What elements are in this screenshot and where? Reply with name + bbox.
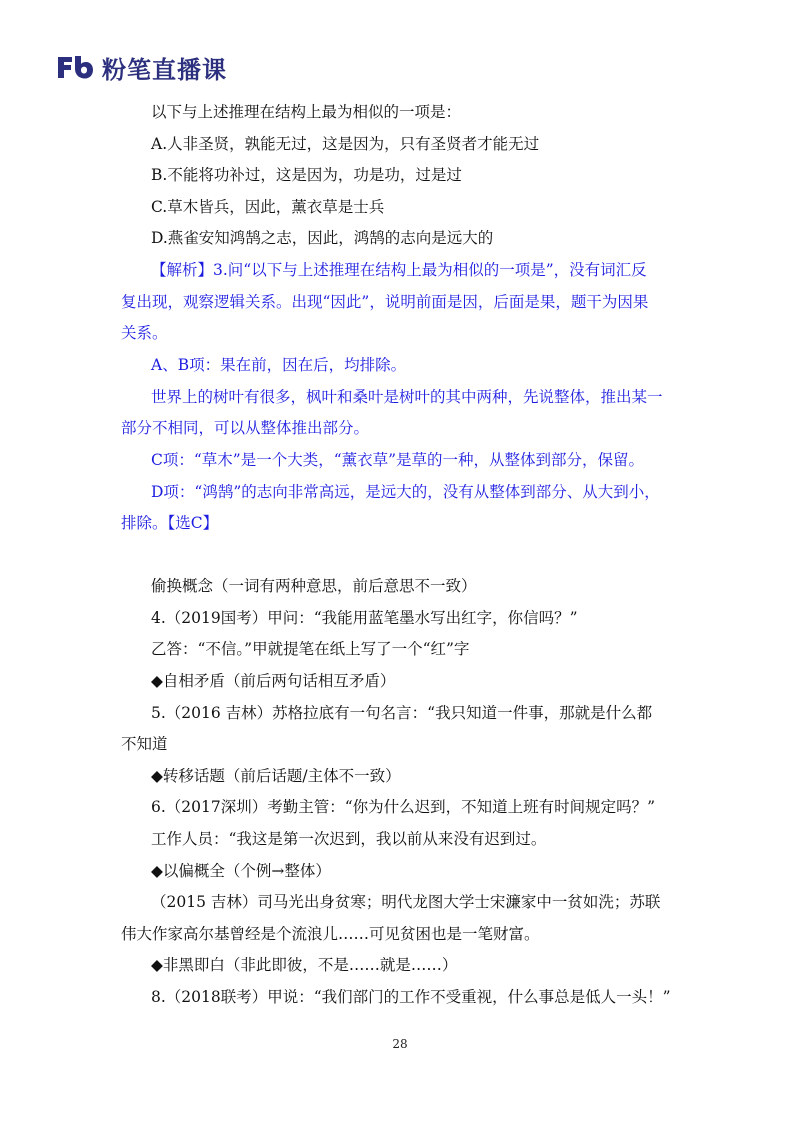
example-line: 乙答：“不信。”甲就提笔在纸上写了一个“红”字 [151,640,470,658]
section-heading: 偷换概念（一词有两种意思，前后意思不一致） [151,577,477,595]
analysis-line: 【解析】3.问“以下与上述推理在结构上最为相似的一项是”，没有词汇反 [151,261,647,279]
section-heading: ◆转移话题（前后话题/主体不一致） [151,767,401,785]
example-line: 5.（2016 吉林）苏格拉底有一句名言：“我只知道一件事，那就是什么都 [151,704,653,722]
analysis-line: A、B项：果在前，因在后，均排除。 [151,356,407,374]
example-line: 工作人员：“我这是第一次迟到，我以前从来没有迟到过。 [151,830,547,848]
section-heading: ◆非黑即白（非此即彼，不是……就是……） [151,956,458,974]
section-heading: ◆以偏概全（个例→整体） [151,862,331,880]
question-stem: 以下与上述推理在结构上最为相似的一项是： [151,103,462,121]
example-line: 8.（2018联考）甲说：“我们部门的工作不受重视，什么事总是低人一头！” [151,988,671,1006]
analysis-line: D项：“鸿鹄”的志向非常高远，是远大的，没有从整体到部分、从大到小， [151,483,660,501]
logo-text: 粉笔直播课 [102,55,227,84]
brand-logo [56,52,227,82]
fb-logo-icon [56,54,94,80]
example-line: （2015 吉林）司马光出身贫寒；明代龙图大学士宋濂家中一贫如洗；苏联 [151,893,661,911]
example-line: 4.（2019国考）甲问：“我能用蓝笔墨水写出红字，你信吗？” [151,609,578,627]
analysis-line: 关系。 [121,324,168,342]
section-heading: ◆自相矛盾（前后两句话相互矛盾） [151,672,396,690]
option-c: C.草木皆兵，因此，薰衣草是士兵 [151,198,385,216]
example-line: 6.（2017深圳）考勤主管：“你为什么迟到，不知道上班有时间规定吗？” [151,798,656,816]
analysis-line: 复出现，观察逻辑关系。出现“因此”，说明前面是因，后面是果，题干为因果 [121,293,649,311]
analysis-line: 世界上的树叶有很多，枫叶和桑叶是树叶的其中两种，先说整体，推出某一 [151,388,663,406]
page-number: 28 [392,1037,408,1051]
option-a: A.人非圣贤，孰能无过，这是因为，只有圣贤者才能无过 [151,135,540,153]
analysis-line: 部分不相同，可以从整体推出部分。 [121,419,370,437]
option-d: D.燕雀安知鸿鹄之志，因此，鸿鹄的志向是远大的 [151,229,494,247]
example-line: 伟大作家高尔基曾经是个流浪儿……可见贫困也是一笔财富。 [121,925,540,943]
analysis-answer: 排除。【选C】 [121,514,219,532]
analysis-line: C项：“草木”是一个大类，“薰衣草”是草的一种，从整体到部分，保留。 [151,451,645,469]
option-b: B.不能将功补过，这是因为，功是功，过是过 [151,166,462,184]
example-line: 不知道 [121,735,168,753]
